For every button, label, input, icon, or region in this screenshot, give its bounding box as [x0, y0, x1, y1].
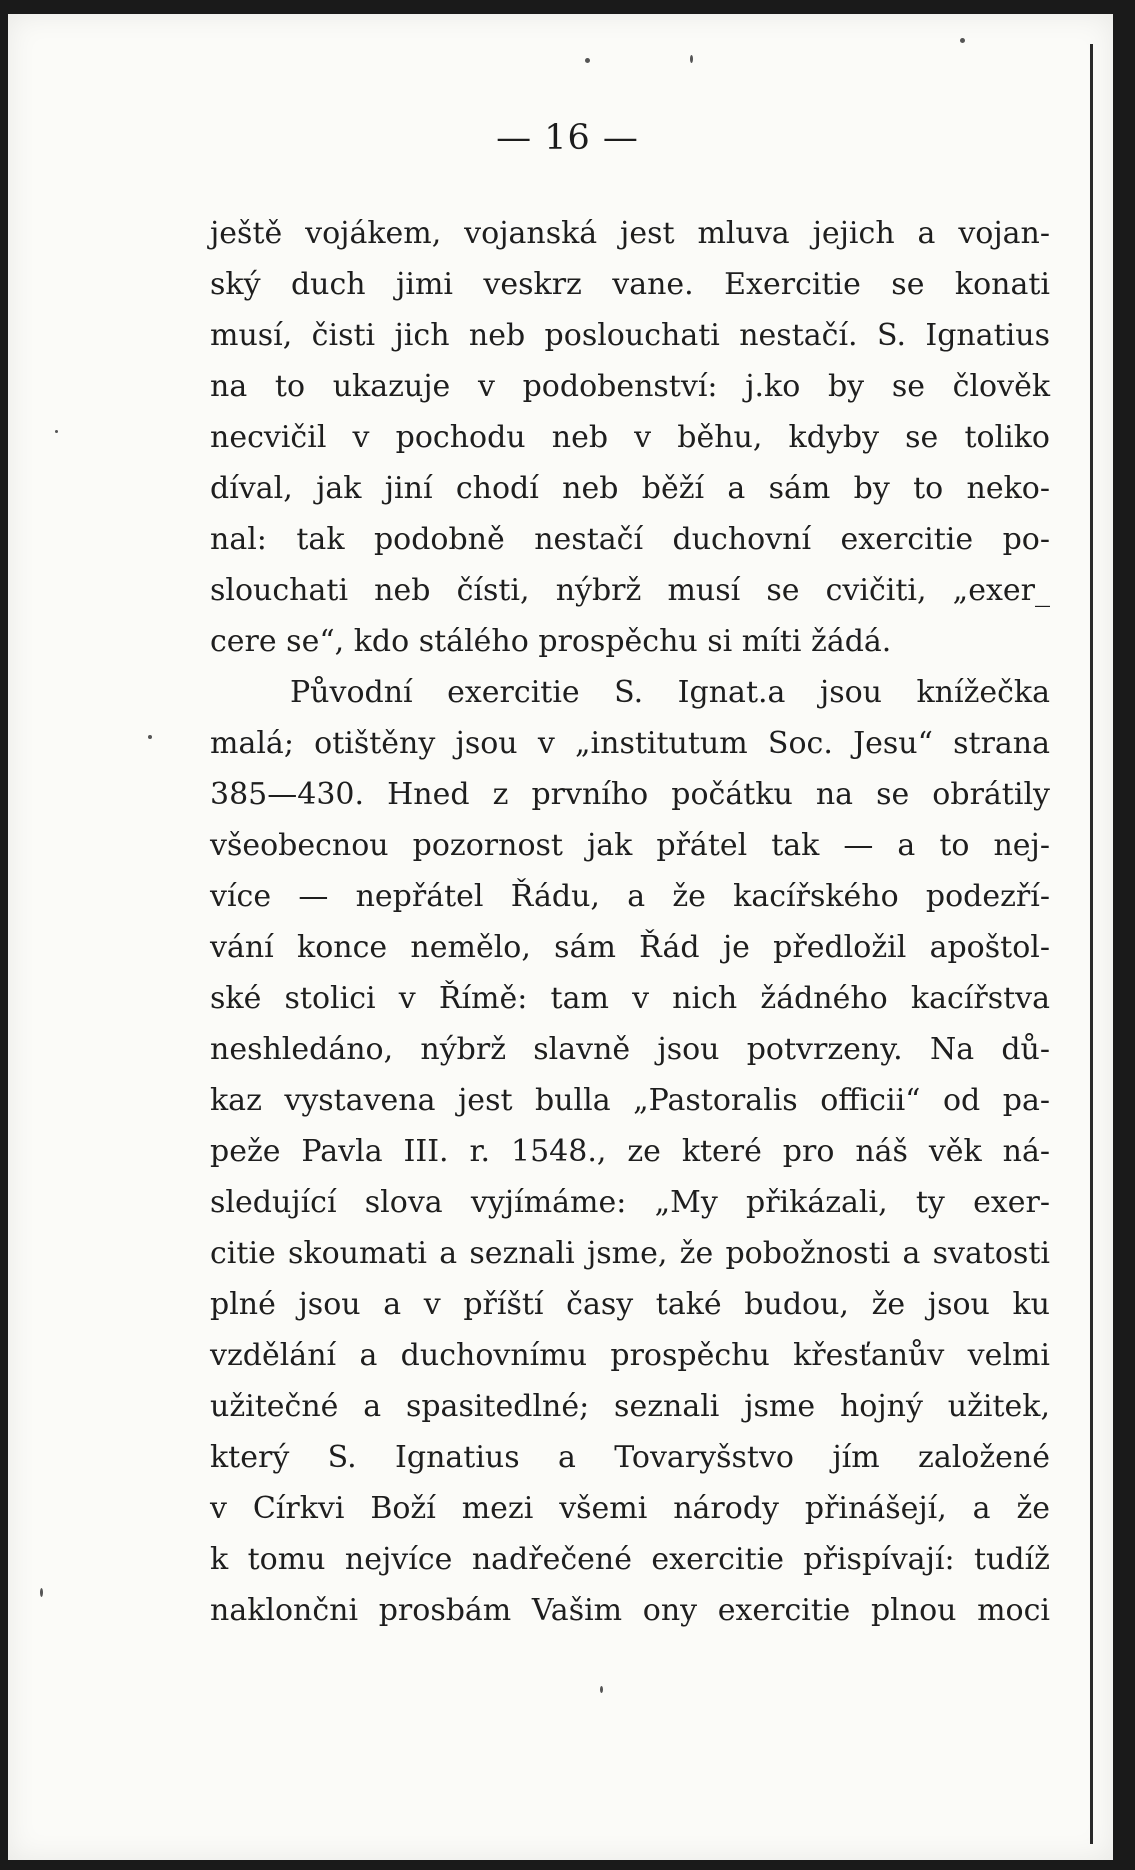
text-line: k tomu nejvíce nadřečené exercitie přispívají: tudíž — [210, 1542, 1050, 1577]
text-line: naklončni prosbám Vašim ony exercitie plnou moci — [210, 1593, 1050, 1628]
text-line: citie skoumati a seznali jsme, že pobožnosti a svatosti — [210, 1236, 1050, 1271]
text-line: slouchati neb čísti, nýbrž musí se cvičiti, „exer_ — [210, 573, 1050, 608]
text-line: necvičil v pochodu neb v běhu, kdyby se toliko — [210, 420, 1050, 455]
text-line: 385—430. Hned z prvního počátku na se obrátily — [210, 777, 1050, 812]
paragraph-start-line: Původní exercitie S. Ignat.a jsou knížečka — [290, 675, 1050, 710]
text-line: více — nepřátel Řádu, a že kacířského podezří- — [210, 879, 1050, 914]
text-line: díval, jak jiní chodí neb běží a sám by to neko- — [210, 471, 1050, 506]
text-line: musí, čisti jich neb poslouchati nestačí. S. Ignatius — [210, 318, 1050, 353]
text-line: kaz vystavena jest bulla „Pastoralis officii“ od pa- — [210, 1083, 1050, 1118]
page-number: — 16 — — [496, 118, 639, 158]
ink-speck — [148, 735, 152, 739]
text-line: ský duch jimi veskrz vane. Exercitie se konati — [210, 267, 1050, 302]
text-line: v Církvi Boží mezi všemi národy přinášejí, a že — [210, 1491, 1050, 1526]
ink-speck — [40, 1588, 43, 1597]
text-line: ské stolici v Římě: tam v nich žádného kacířstva — [210, 981, 1050, 1016]
text-line: užitečné a spasitedlné; seznali jsme hojný užitek, — [210, 1389, 1050, 1424]
ink-speck — [585, 58, 590, 63]
text-line: cere se“, kdo stálého prospěchu si míti žádá. — [210, 624, 892, 659]
ink-speck — [600, 1686, 603, 1693]
text-line: sledující slova vyjímáme: „My přikázali, ty exer- — [210, 1185, 1050, 1220]
text-line: vzdělání a duchovnímu prospěchu křesťanův velmi — [210, 1338, 1050, 1373]
text-line: na to ukazuje v podobenství: j.ko by se člověk — [210, 369, 1050, 404]
text-line: ještě vojákem, vojanská jest mluva jejich a vojan- — [210, 216, 1050, 251]
page-edge-rule — [1090, 44, 1093, 1844]
ink-speck — [690, 55, 693, 63]
text-line: peže Pavla III. r. 1548., ze které pro náš věk ná- — [210, 1134, 1050, 1169]
text-line: malá; otištěny jsou v „institutum Soc. Jesu“ strana — [210, 726, 1050, 761]
text-line: vání konce nemělo, sám Řád je předložil apoštol- — [210, 930, 1050, 965]
ink-speck — [55, 430, 58, 433]
text-line: který S. Ignatius a Tovaryšstvo jím založené — [210, 1440, 1050, 1475]
text-line: nal: tak podobně nestačí duchovní exercitie po- — [210, 522, 1050, 557]
ink-speck — [960, 38, 965, 43]
text-line: plné jsou a v příští časy také budou, že jsou ku — [210, 1287, 1050, 1322]
text-line: všeobecnou pozornost jak přátel tak — a to nej- — [210, 828, 1050, 863]
text-line: neshledáno, nýbrž slavně jsou potvrzeny. Na dů- — [210, 1032, 1050, 1067]
body-text — [210, 208, 1050, 1636]
